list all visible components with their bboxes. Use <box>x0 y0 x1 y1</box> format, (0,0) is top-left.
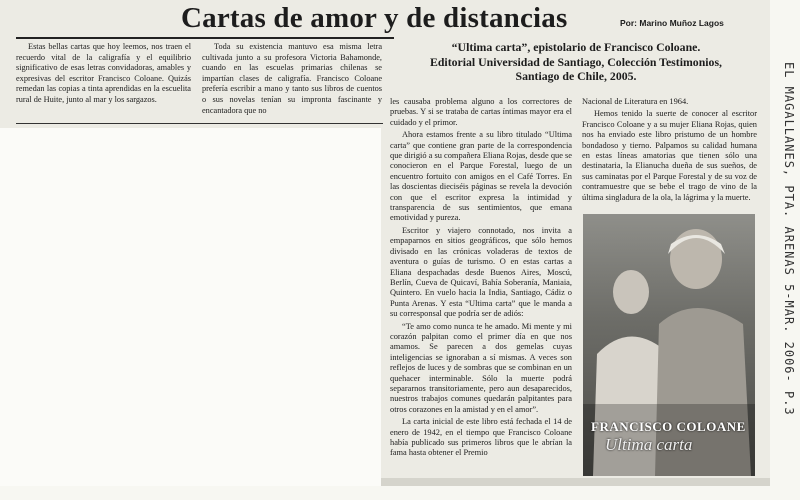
column-d-paragraph: Hemos tenido la suerte de conocer al escritor Francisco Coloane y a su mujer Eliana Rojas, quien nos ha enviado este libro pristumo de un hombre bondadoso y tierno. Palpamos su calidad humana en estas líneas amatorias que tienen sólo una destinataria, la Elianucha dueña de sus sueños, de sus caminatas por el Parque Forestal y de su voz de contramuestre que se bebe el trago de vino de la última singladura de la ola, la lágrima y la muerte. <box>582 109 757 202</box>
book-title-line: Santiago de Chile, 2005. <box>515 69 637 83</box>
column-b-paragraph: Toda su existencia mantuvo esa misma letra cultivada junto a su profesora Victoria Bahamonde, cuando en las escuelas primarias chilenas se impartían clases de caligrafía. Francisco Coloane prefería escribir a mano y tanto sus libros de cuentos o sus novelas tenían su impronta fascinante y encantadora que no <box>202 42 382 115</box>
column-c-paragraph: Ahora estamos frente a su libro titulado “Ultima carta” que contiene gran parte de la correspondencia que dirigió a su compañera Eliana Rojas, desde que se conocieron en el Parque Forestal, luego de un encuentro fortuito con amigos en el Café Torres. En las doscientas dieciséis páginas se revela la devoción con que el escritor expresa la intimidad y transparencia de sus sentimientos, que emana emotividad y pureza. <box>390 130 572 223</box>
byline: Por: Marino Muñoz Lagos <box>620 18 724 28</box>
column-d <box>582 97 757 205</box>
book-cover-photo <box>583 214 755 476</box>
handwritten-annotation: EL MAGALLANES, PTA. ARENAS 5-MAR. 2006- P.3 <box>782 62 796 416</box>
column-c-paragraph: les causaba problema alguno a los correctores de pruebas. Y si se trataba de cartas íntimas mayor era el cuidado y el primor. <box>390 97 572 127</box>
column-c <box>390 97 572 461</box>
book-title-line: “Ultima carta”, epistolario de Francisco Coloane. <box>451 40 701 54</box>
column-c-paragraph: La carta inicial de este libro está fechada el 14 de enero de 1942, en el tiempo que Francisco Coloane había publicado sus primeros libros que le abrían la fama hasta obtener el Premio <box>390 417 572 458</box>
photo-author: FRANCISCO COLOANE <box>591 419 746 434</box>
column-b <box>202 42 382 118</box>
column-rule <box>16 123 383 124</box>
column-a-paragraph: Estas bellas cartas que hoy leemos, nos traen el recuerdo vital de la caligrafía y el equilibrio significativo de esas letras convidadoras, amables y expresivas del escritor Francisco Coloane. Quizás remedan las copias a tinta aprendidas en la escuelita rural de Huite, junto al mar y los sargazos. <box>16 42 191 104</box>
column-c-paragraph: Escritor y viajero connotado, nos invita a empaparnos en sitios geográficos, que sólo hemos divisado en las crónicas voladeras de textos de aventura o guías de turismo. O en estas cartas a Eliana despachadas desde Buenos Aires, Moscú, Berlín, Cueva de Quicaví, Bahía Soberanía, Maniaia, Quintero. En vuelo hacia la India, Santiago, Cádiz o Punta Arenas. Y esta “Ultima carta” que le manda a su corresponsal que podría ser de adiós: <box>390 225 572 319</box>
book-title-line: Editorial Universidad de Santiago, Colección Testimonios, <box>429 54 722 69</box>
headline-rule <box>16 37 394 39</box>
column-d-paragraph: Nacional de Literatura en 1964. <box>582 97 689 106</box>
headline: Cartas de amor y de distancias <box>181 2 568 34</box>
blank-margin <box>0 128 381 486</box>
column-a <box>16 42 191 108</box>
book-title <box>396 40 756 84</box>
column-c-paragraph: “Te amo como nunca te he amado. Mi mente y mi corazón palpitan como el primer día en que nos amamos. Se parecen a dos gemelas cuyas inteligencias se ignoraban a sí mismas. A veces son reflejos de luces y de sombras que se combinan en un quehacer interminable. Sólo la muerte podrá separarnos transitoriamente, pero aun desaparecidos, nuestros trabajos comunes quedarán palpitantes para otros corazones en la amistad y en el amor”. <box>390 321 572 414</box>
clipping-edge <box>381 478 770 486</box>
photo-title: Ultima carta <box>605 435 693 454</box>
